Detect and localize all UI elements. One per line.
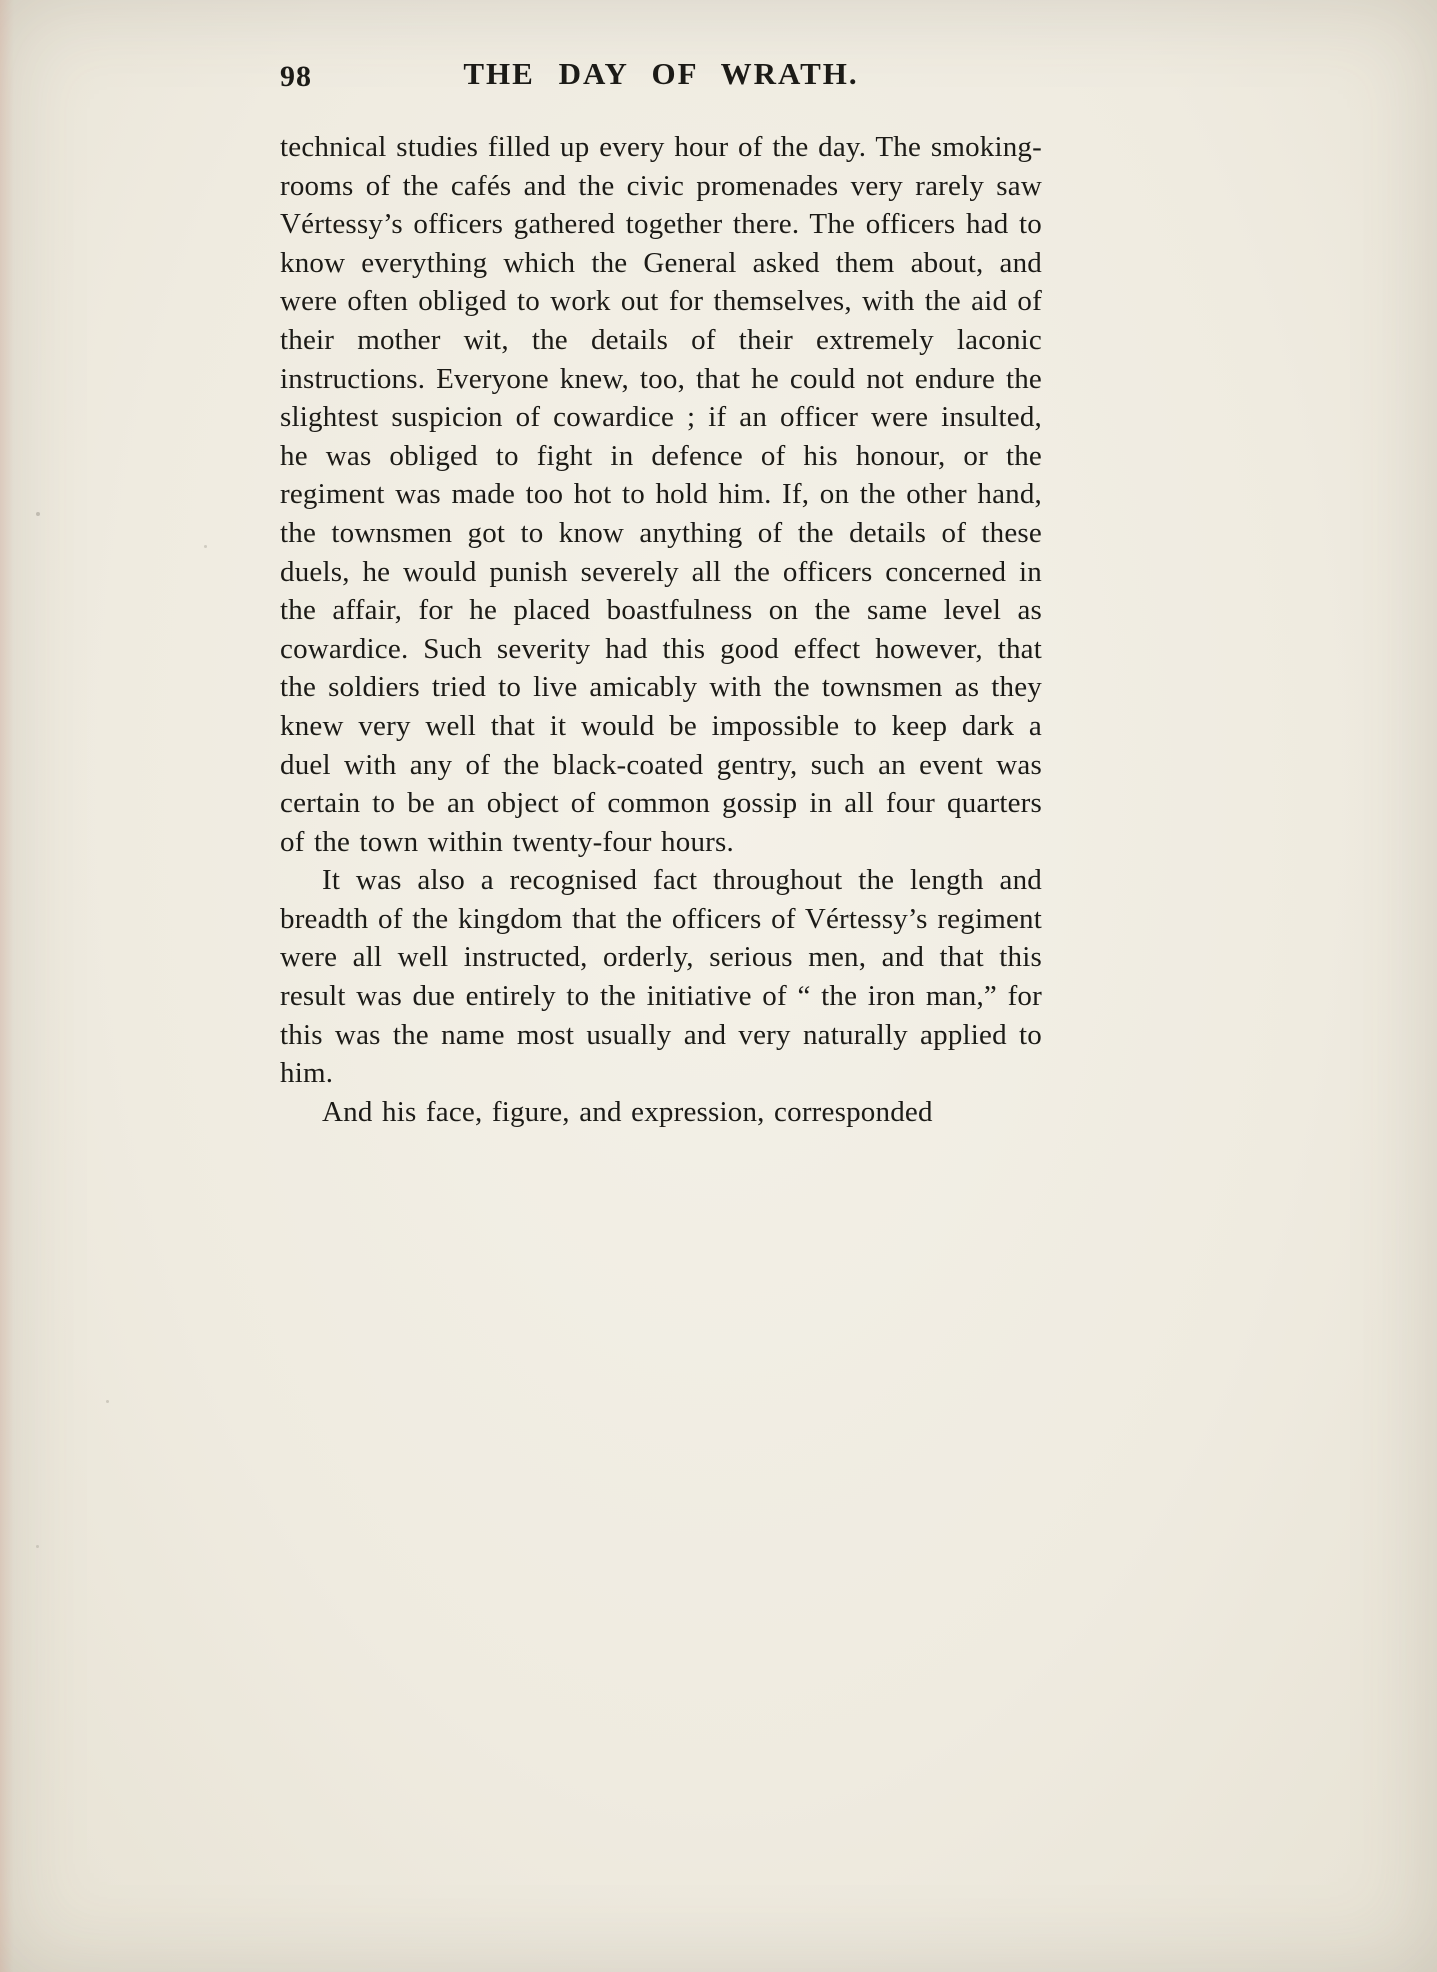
scan-speck	[106, 1400, 109, 1403]
paragraph: technical studies filled up every hour of the day. The smoking-rooms of the cafés and the civic promenades very rarely saw Vértessy’s officers gathered together there. The officers had to know everything which the General asked them about, and were often obliged to work out for themselves, with the aid of their mother wit, the details of their extremely laconic instructions. Everyone knew, too, that he could not endure the slightest suspicion of cowardice ; if an officer were insulted, he was obliged to fight in defence of his honour, or the regiment was made too hot to hold him. If, on the other hand, the townsmen got to know anything of the details of these duels, he would punish severely all the officers concerned in the affair, for he placed boastfulness on the same level as cowardice. Such severity had this good effect however, that the soldiers tried to live amicably with the townsmen as they knew very well that it would be impossible to keep dark a duel with any of the black-coated gentry, such an event was certain to be an object of common gossip in all four quarters of the town within twenty-four hours.	[280, 131, 1042, 858]
scan-edge-artifact	[0, 0, 14, 1972]
scan-speck	[204, 545, 207, 548]
paragraph: And his face, figure, and expression, corresponded	[322, 1095, 933, 1128]
paragraph: It was also a recognised fact throughout the length and breadth of the kingdom that the officers of Vértessy’s regiment were all well instructed, orderly, serious men, and that this result was due entirely to the initiative of “ the iron man,” for this was the name most usually and very naturally applied to him.	[280, 864, 1042, 1090]
scan-speck	[36, 1545, 39, 1548]
text-column	[280, 56, 1042, 1131]
page-number: 98	[280, 60, 312, 93]
scan-speck	[36, 512, 40, 516]
body-text	[280, 128, 1042, 1131]
running-head	[280, 56, 1042, 102]
running-title: THE DAY OF WRATH.	[463, 56, 859, 91]
